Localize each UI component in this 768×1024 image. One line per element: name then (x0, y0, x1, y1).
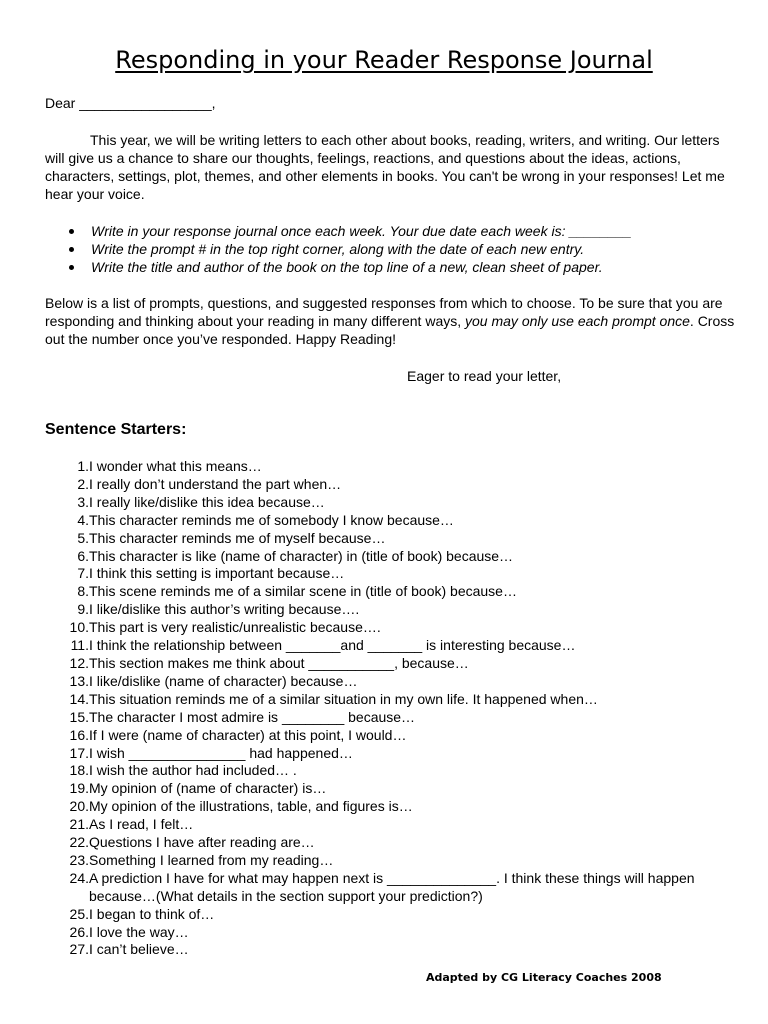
list-item-text: Questions I have after reading are… (89, 834, 315, 851)
footer-credit: Adapted by CG Literacy Coaches 2008 (426, 971, 662, 984)
list-item-number: 23. (69, 851, 89, 868)
bullet-text: Write in your response journal once each week. Your due date each week is: ________ (91, 223, 632, 239)
list-item-text: As I read, I felt… (89, 816, 194, 833)
list-item-number: 17. (69, 744, 89, 761)
list-item-number: 1. (77, 458, 89, 474)
list-item (45, 583, 735, 601)
list-item-text: I can’t believe… (89, 941, 189, 958)
list-item-text: If I were (name of character) at this point, I would… (89, 726, 407, 743)
list-item (45, 906, 735, 924)
list-item (45, 655, 735, 673)
list-item-text: This section makes me think about ___________, because… (89, 654, 469, 671)
list-item (45, 745, 735, 763)
list-item (45, 548, 735, 566)
list-item (45, 637, 735, 655)
list-item-number: 5. (77, 529, 89, 546)
list-item (45, 834, 735, 852)
bullet-item (45, 240, 735, 258)
list-item (45, 870, 735, 906)
list-item (45, 941, 735, 959)
list-item (45, 619, 735, 637)
letter-closing: Eager to read your letter, (407, 368, 562, 384)
instructions-emphasis: you may only use each prompt once (465, 313, 690, 329)
list-item-text: The character I most admire is ________ because… (89, 708, 416, 725)
list-item-number: 27. (69, 941, 89, 958)
list-item-number: 7. (77, 565, 89, 582)
list-item (45, 924, 735, 942)
list-item (45, 852, 735, 870)
list-item-text: This situation reminds me of a similar situation in my own life. It happened when… (89, 690, 598, 707)
bullet-text: Write the title and author of the book on the top line of a new, clean sheet of paper. (91, 259, 603, 275)
list-item-number: 20. (69, 798, 89, 815)
bullet-icon (69, 265, 74, 270)
list-item-number: 9. (77, 601, 89, 618)
list-item-text: This character is like (name of character) in (title of book) because… (89, 547, 514, 564)
list-item (45, 709, 735, 727)
list-item-number: 22. (69, 834, 89, 851)
bullet-icon (69, 229, 74, 234)
instructions-paragraph (45, 294, 735, 348)
list-item-text: Something I learned from my reading… (89, 851, 334, 868)
list-item-number: 10. (69, 619, 89, 636)
intro-paragraph (45, 131, 725, 203)
list-item-text: This scene reminds me of a similar scene in (title of book) because… (89, 583, 517, 600)
list-item-number: 15. (69, 708, 89, 725)
list-item (45, 780, 735, 798)
salutation: Dear _________________, (45, 95, 216, 111)
list-item-number: 19. (69, 780, 89, 797)
intro-text: This year, we will be writing letters to each other about books, reading, writers, and writing. Our letters will give us a chance to share our thoughts, feelings, reactions, and questions about the ideas, actions, characters, settings, plot, themes, and other elements in books. You can't be wrong in your responses! Let me hear your voice. (45, 132, 725, 202)
bullet-icon (69, 247, 74, 252)
list-item (45, 458, 735, 476)
list-item-text: I wish the author had included… . (89, 762, 297, 779)
list-item-number: 4. (77, 511, 89, 528)
list-item-text: I like/dislike (name of character) because… (89, 672, 358, 689)
list-item-text: This part is very realistic/unrealistic because…. (89, 619, 381, 636)
list-item (45, 476, 735, 494)
list-item-number: 8. (77, 583, 89, 600)
bullet-item (45, 258, 735, 276)
list-item-number: 16. (69, 726, 89, 743)
list-item-text: My opinion of the illustrations, table, and figures is… (89, 798, 413, 815)
instructions-text-part1: Below is a list of prompts, questions, and suggested responses from which to choose. To be sure that you are responding and thinking about your reading in many different ways, (45, 295, 723, 329)
list-item-number: 2. (77, 475, 89, 492)
list-item-number: 21. (69, 816, 89, 833)
bullet-item (45, 222, 735, 240)
list-item (45, 512, 735, 530)
instruction-bullets (45, 222, 735, 276)
instructions-text-part2: . Cross out the number once you’ve responded. Happy Reading! (45, 313, 735, 347)
list-item-text: This character reminds me of myself because… (89, 529, 386, 546)
list-item-number: 14. (69, 690, 89, 707)
list-item-text: I wonder what this means… (89, 458, 262, 474)
list-item (45, 673, 735, 691)
list-item-text: I think this setting is important because… (89, 565, 345, 582)
list-item-number: 12. (69, 654, 89, 671)
list-item-number: 13. (69, 672, 89, 689)
list-item (45, 691, 735, 709)
list-item (45, 530, 735, 548)
list-item (45, 494, 735, 512)
list-item-number: 25. (69, 905, 89, 922)
list-item-text: This character reminds me of somebody I know because… (89, 511, 454, 528)
list-item-number: 18. (69, 762, 89, 779)
list-item (45, 798, 735, 816)
bullet-text: Write the prompt # in the top right corner, along with the date of each new entry. (91, 241, 585, 257)
list-item-text: I really like/dislike this idea because… (89, 493, 325, 510)
list-item-number: 24. (69, 869, 89, 886)
list-item-number: 26. (69, 923, 89, 940)
list-item (45, 816, 735, 834)
list-item-number: 11. (70, 637, 89, 654)
list-item-text: I love the way… (89, 923, 189, 940)
sentence-starters-list (45, 458, 735, 959)
section-heading: Sentence Starters: (45, 421, 187, 438)
list-item-text: I really don’t understand the part when… (89, 475, 342, 492)
list-item-text: A prediction I have for what may happen next is ______________. I think these things will happen because…(What details in the section support your prediction?) (89, 869, 695, 904)
list-item (45, 727, 735, 745)
list-item-text: I like/dislike this author’s writing because…. (89, 601, 360, 618)
list-item-number: 3. (77, 493, 89, 510)
list-item (45, 565, 735, 583)
list-item-text: I wish _______________ had happened… (89, 744, 353, 761)
list-item-number: 6. (77, 547, 89, 564)
list-item-text: I began to think of… (89, 905, 215, 922)
list-item (45, 762, 735, 780)
page-title: Responding in your Reader Response Journal (115, 46, 653, 74)
list-item-text: My opinion of (name of character) is… (89, 780, 327, 797)
list-item-text: I think the relationship between _______and _______ is interesting because… (89, 637, 576, 654)
list-item (45, 601, 735, 619)
